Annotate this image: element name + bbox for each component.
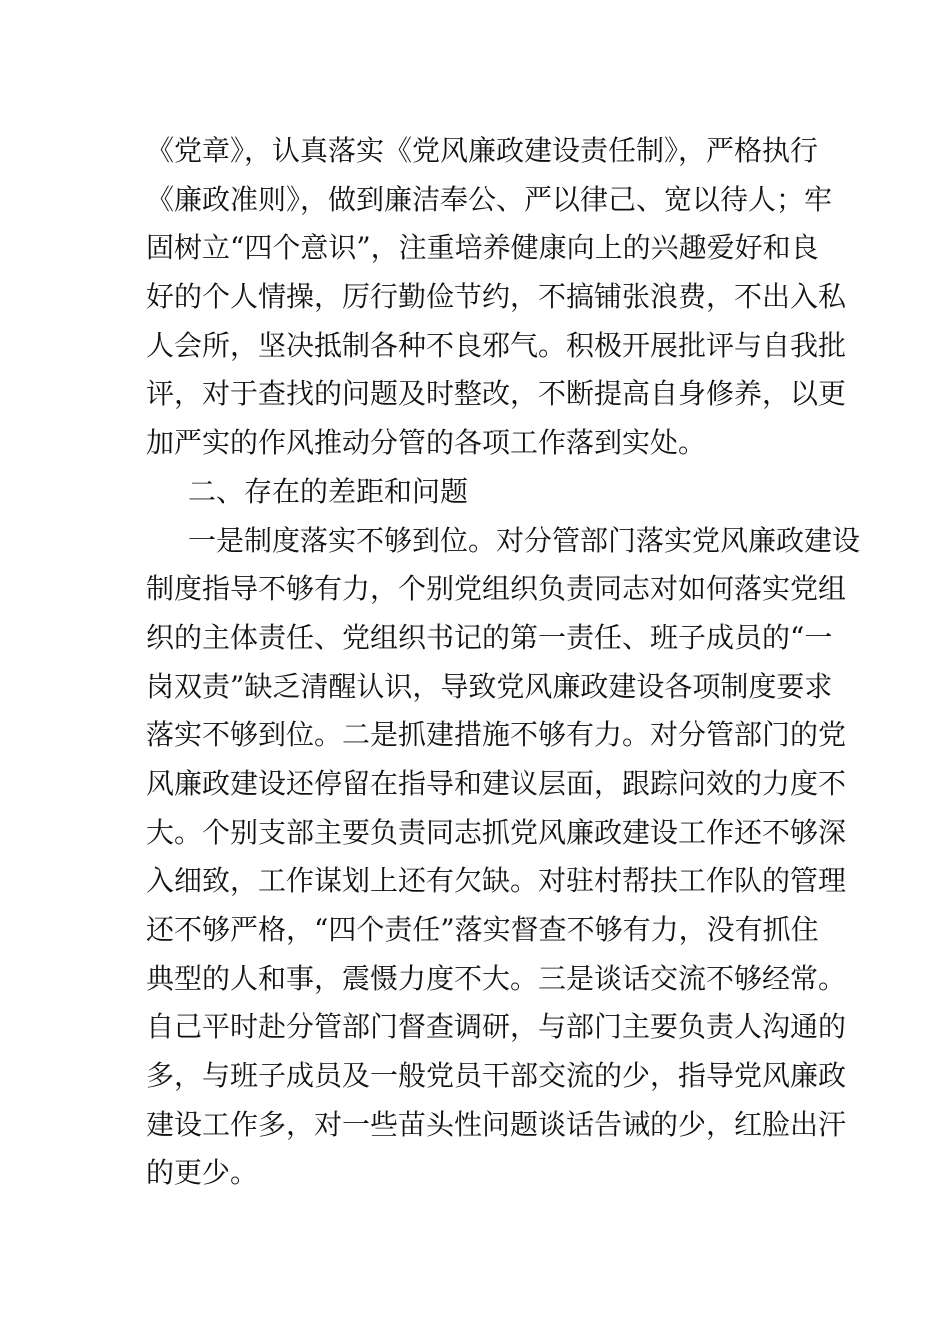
text-line: 典型的人和事，震慑力度不大。三是谈话交流不够经常。 <box>146 961 847 995</box>
document-body <box>146 127 861 1198</box>
text-line: 入细致，工作谋划上还有欠缺。对驻村帮扶工作队的管理 <box>146 864 847 898</box>
text-line: 的更少。 <box>146 1156 259 1190</box>
text-line: 落实不够到位。二是抓建措施不够有力。对分管部门的党 <box>146 718 847 752</box>
text-line: 一是制度落实不够到位。对分管部门落实党风廉政建设 <box>188 523 861 557</box>
text-line: 风廉政建设还停留在指导和建议层面，跟踪问效的力度不 <box>146 766 847 800</box>
text-line: 大。个别支部主要负责同志抓党风廉政建设工作还不够深 <box>146 815 847 849</box>
text-line: 建设工作多，对一些苗头性问题谈话告诫的少，红脸出汗 <box>146 1107 847 1141</box>
text-line: 织的主体责任、党组织书记的第一责任、班子成员的“一 <box>146 620 833 654</box>
text-line: 多，与班子成员及一般党员干部交流的少，指导党风廉政 <box>146 1059 847 1093</box>
paragraph-problems <box>146 517 861 1199</box>
text-line: 制度指导不够有力，个别党组织负责同志对如何落实党组 <box>146 572 847 606</box>
text-line: 加严实的作风推动分管的各项工作落到实处。 <box>146 426 707 460</box>
text-line: 还不够严格，“四个责任”落实督查不够有力，没有抓住 <box>146 913 819 946</box>
text-line: 评，对于查找的问题及时整改，不断提高自身修养，以更 <box>146 377 847 411</box>
section-heading: 二、存在的差距和问题 <box>188 474 469 508</box>
text-line: 人会所，坚决抵制各种不良邪气。积极开展批评与自我批 <box>146 328 847 362</box>
text-line: 《廉政准则》，做到廉洁奉公、严以律己、宽以待人；牢 <box>146 182 833 216</box>
text-line: 自己平时赴分管部门督查调研，与部门主要负责人沟通的 <box>146 1010 847 1044</box>
text-line: 好的个人情操，厉行勤俭节约，不搞铺张浪费，不出入私 <box>146 280 847 314</box>
text-line: 岗双责”缺乏清醒认识，导致党风廉政建设各项制度要求 <box>146 669 833 703</box>
text-line: 《党章》，认真落实《党风廉政建设责任制》，严格执行 <box>146 134 819 167</box>
paragraph-commitment <box>146 127 847 468</box>
text-line: 固树立“四个意识”，注重培养健康向上的兴趣爱好和良 <box>146 231 819 265</box>
